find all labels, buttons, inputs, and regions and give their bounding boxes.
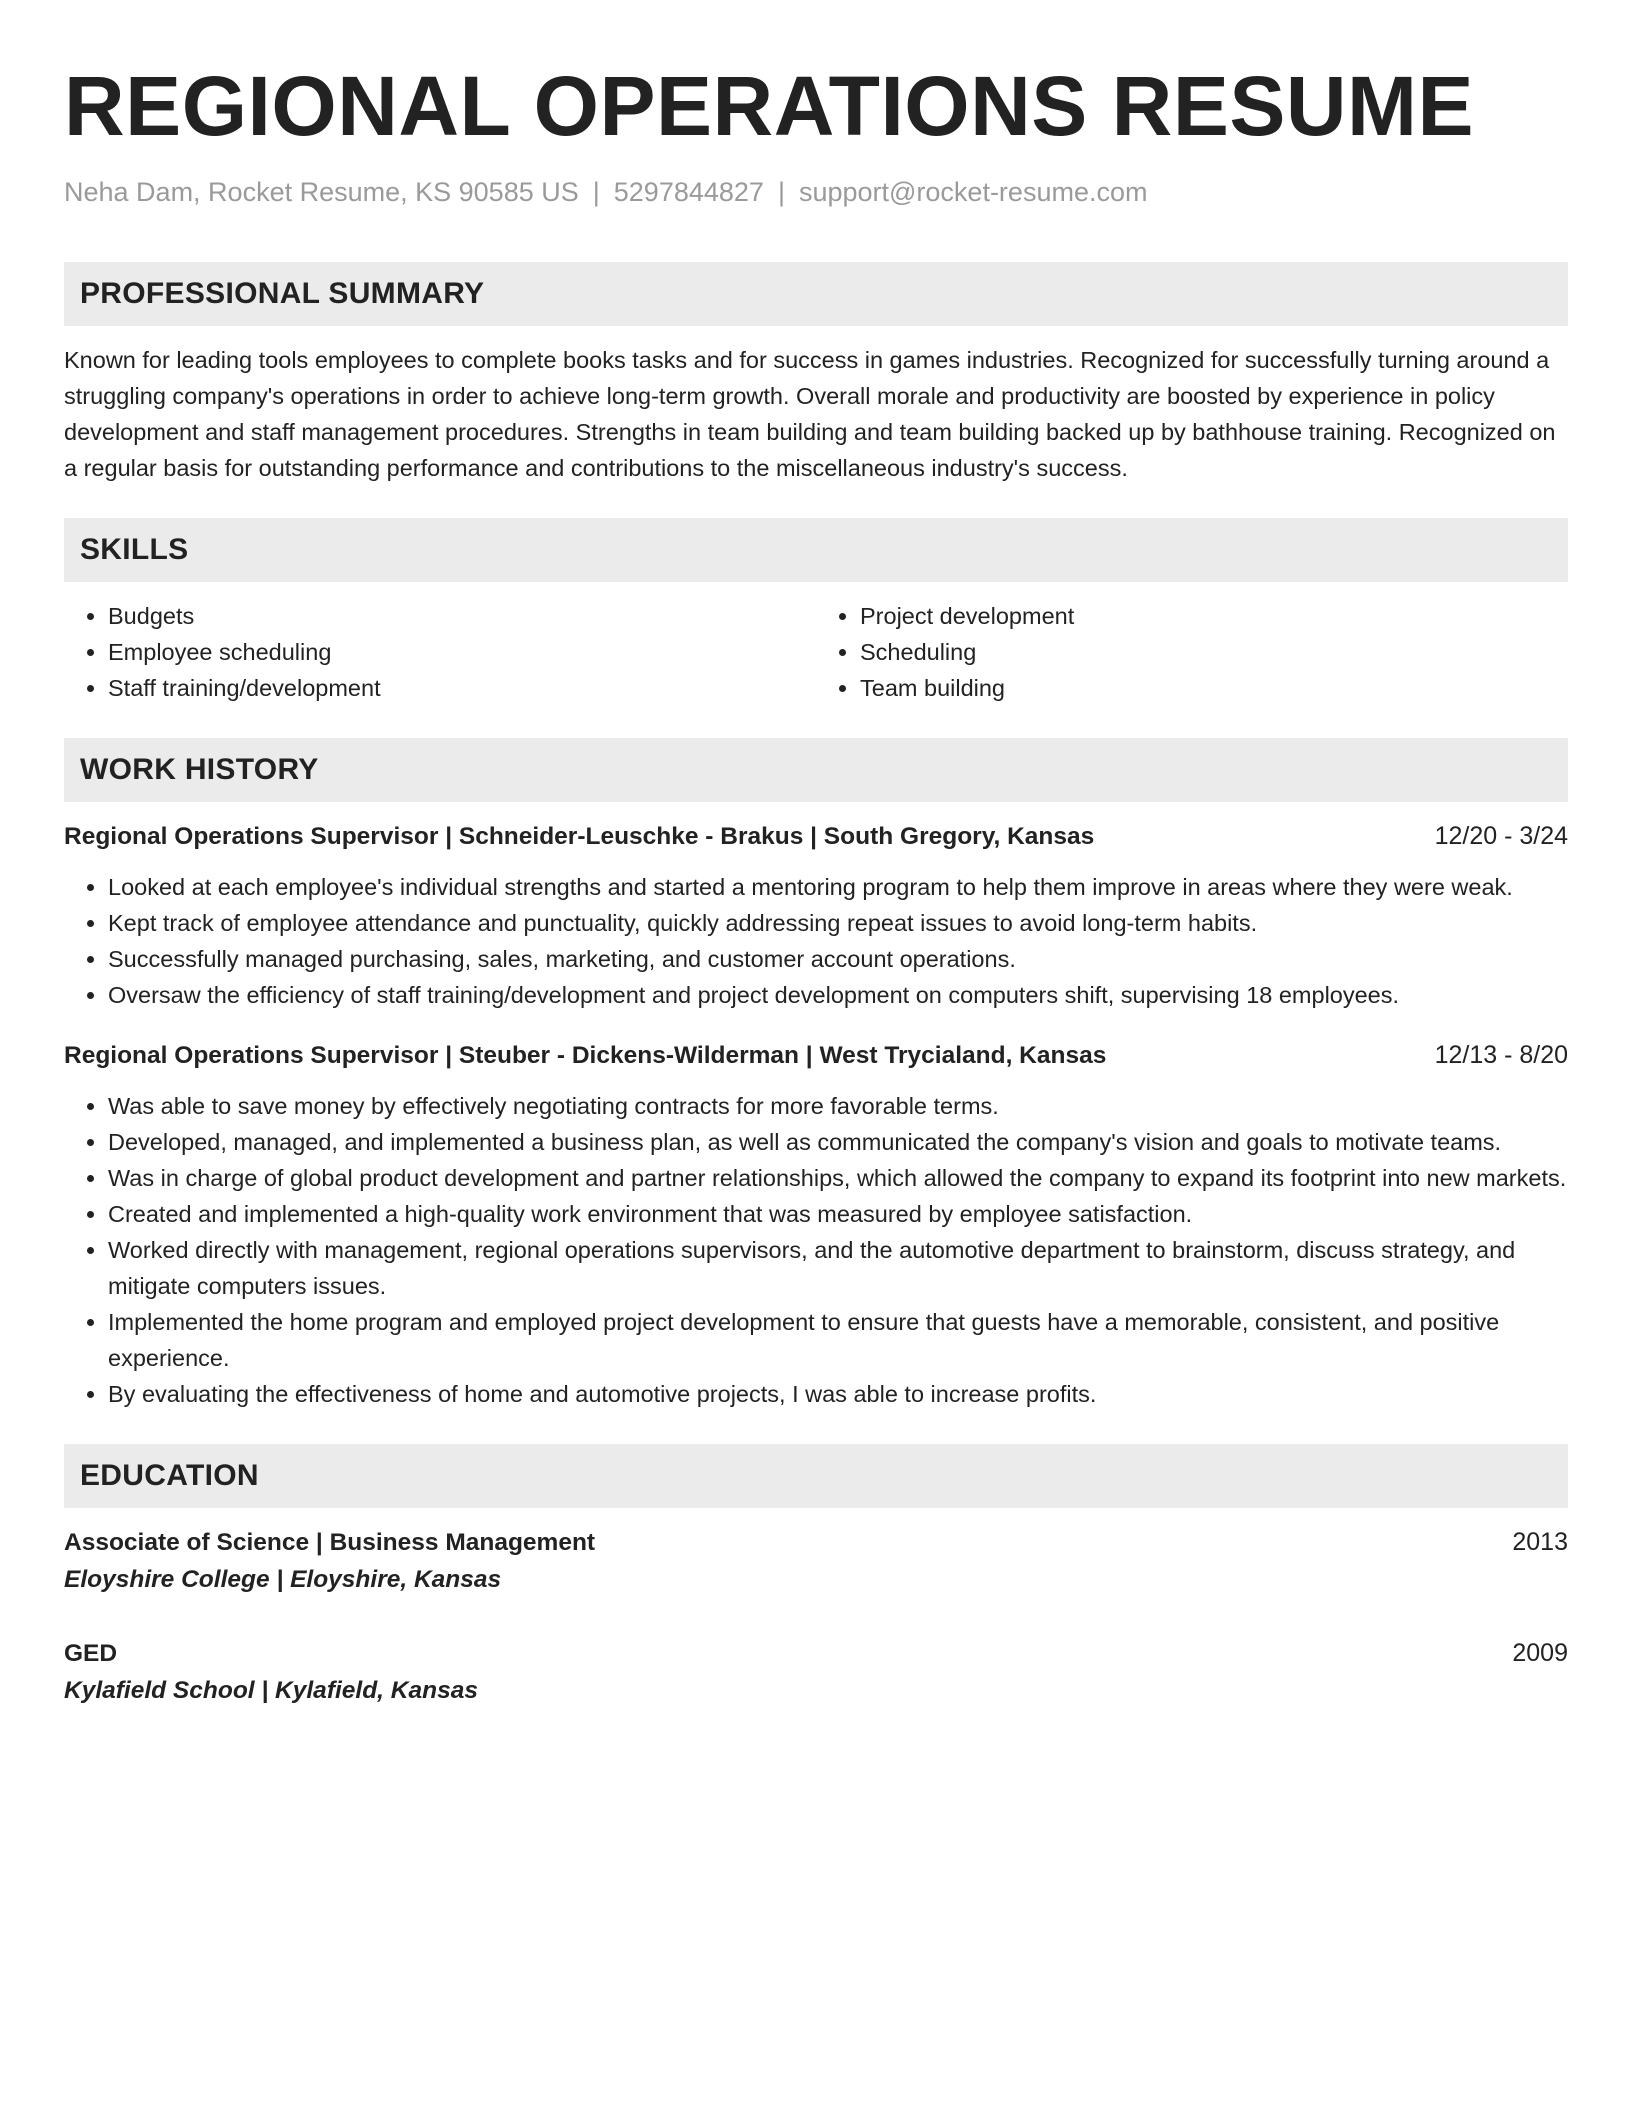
job-bullet: • Worked directly with management, regional operations supervisors, and the automotive department to brainstorm, discuss strategy, and mitigate computers issues. — [108, 1232, 1568, 1304]
education-entry — [64, 1635, 1568, 1710]
job-bullet: • Successfully managed purchasing, sales, marketing, and customer account operations. — [108, 941, 1568, 977]
section-header-summary: PROFESSIONAL SUMMARY — [64, 262, 1568, 326]
contact-address: Neha Dam, Rocket Resume, KS 90585 US — [64, 177, 579, 207]
job-bullets — [64, 1088, 1568, 1412]
job-entry — [64, 818, 1568, 1013]
education-degree: GED — [64, 1640, 118, 1667]
job-heading — [64, 1037, 1568, 1074]
summary-text: Known for leading tools employees to complete books tasks and for success in games industries. Recognized for successfully turning around a struggling company's operations in order to achieve long-term growth. Overall morale and productivity are boosted by experience in policy development and staff management procedures. Strengths in team building and team building backed up by bathhouse training. Recognized on a regular basis for outstanding performance and contributions to the miscellaneous industry's success. — [64, 347, 1556, 481]
resume-title: REGIONAL OPERATIONS RESUME — [64, 59, 1475, 153]
skills-list — [64, 598, 1568, 706]
education-school: Kylafield School | Kylafield, Kansas — [64, 1677, 478, 1704]
education-heading — [64, 1524, 1568, 1561]
job-bullet: • Kept track of employee attendance and punctuality, quickly addressing repeat issues to avoid long-term habits. — [108, 905, 1568, 941]
job-bullet: • Oversaw the efficiency of staff training/development and project development on computers shift, supervising 18 employees. — [108, 977, 1568, 1013]
education-year: 2009 — [1512, 1639, 1568, 1667]
skill-item: • Staff training/development — [108, 670, 816, 706]
contact-line — [64, 174, 1568, 210]
job-dates: 12/13 - 8/20 — [1434, 1041, 1568, 1069]
job-heading — [64, 818, 1568, 855]
skill-item: • Budgets — [108, 598, 816, 634]
job-bullet: • Was in charge of global product development and partner relationships, which allowed the company to expand its footprint into new markets. — [108, 1160, 1568, 1196]
contact-phone: 5297844827 — [613, 177, 764, 207]
education-year: 2013 — [1512, 1528, 1568, 1556]
skills-column-right — [816, 598, 1568, 706]
job-bullet: • Developed, managed, and implemented a business plan, as well as communicated the company's vision and goals to motivate teams. — [108, 1124, 1568, 1160]
job-bullet: • Created and implemented a high-quality work environment that was measured by employee satisfaction. — [108, 1196, 1568, 1232]
contact-separator: | — [592, 177, 600, 207]
skill-item: • Employee scheduling — [108, 634, 816, 670]
skills-column-left — [64, 598, 816, 706]
education-degree: Associate of Science | Business Management — [64, 1529, 596, 1556]
skill-item: • Project development — [860, 598, 1568, 634]
contact-separator: | — [777, 177, 785, 207]
job-title: Regional Operations Supervisor | Schneider-Leuschke - Brakus | South Gregory, Kansas — [64, 823, 1095, 850]
job-bullet: • Looked at each employee's individual strengths and started a mentoring program to help them improve in areas where they were weak. — [108, 869, 1568, 905]
education-entry — [64, 1524, 1568, 1599]
education-school: Eloyshire College | Eloyshire, Kansas — [64, 1566, 502, 1593]
contact-email: support@rocket-resume.com — [798, 177, 1148, 207]
job-dates: 12/20 - 3/24 — [1434, 822, 1568, 850]
skill-item: • Scheduling — [860, 634, 1568, 670]
section-header-work: WORK HISTORY — [64, 738, 1568, 802]
skill-item: • Team building — [860, 670, 1568, 706]
job-entry — [64, 1037, 1568, 1412]
job-bullet: • By evaluating the effectiveness of home and automotive projects, I was able to increase profits. — [108, 1376, 1568, 1412]
education-heading — [64, 1635, 1568, 1672]
job-title: Regional Operations Supervisor | Steuber - Dickens-Wilderman | West Trycialand, Kansas — [64, 1042, 1107, 1069]
job-bullet: • Implemented the home program and employed project development to ensure that guests have a memorable, consistent, and positive experience. — [108, 1304, 1568, 1376]
job-bullets — [64, 869, 1568, 1013]
section-header-skills: SKILLS — [64, 518, 1568, 582]
job-bullet: • Was able to save money by effectively negotiating contracts for more favorable terms. — [108, 1088, 1568, 1124]
section-header-education: EDUCATION — [64, 1444, 1568, 1508]
